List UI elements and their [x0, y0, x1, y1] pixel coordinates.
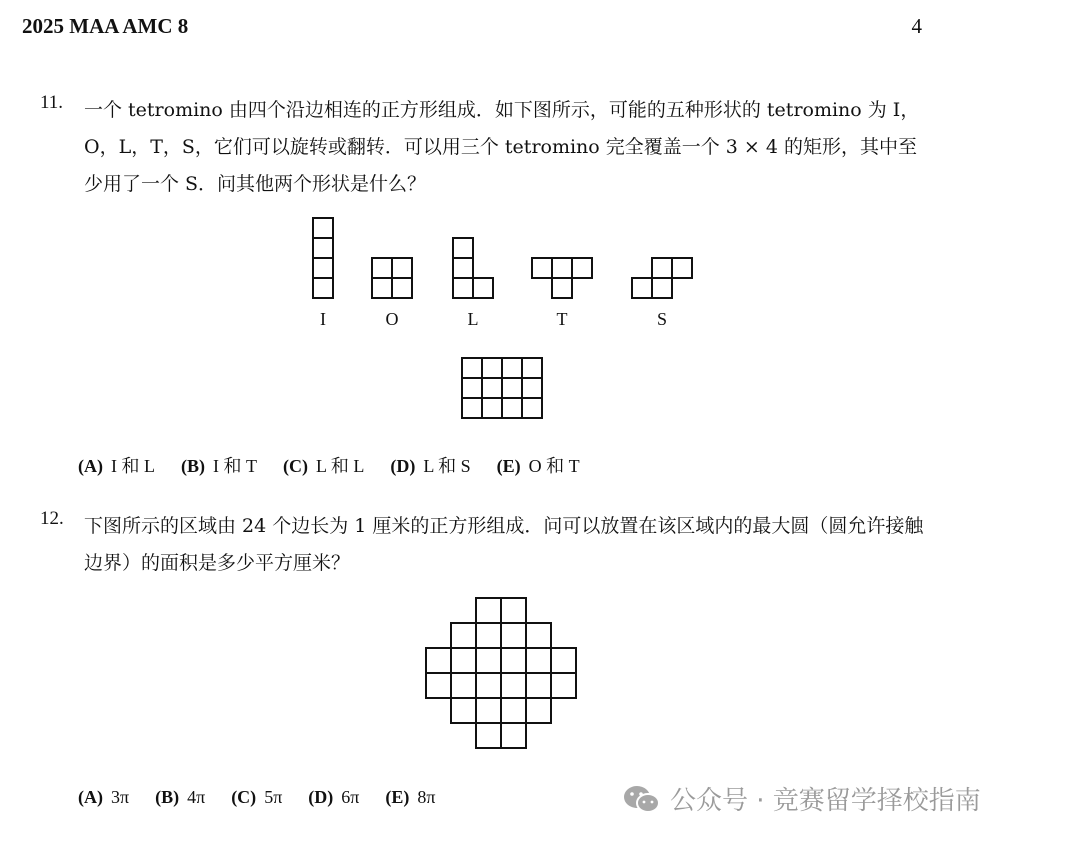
- choice-d: (D) 6π: [308, 787, 360, 807]
- answer-choices-11: [78, 452, 606, 478]
- unit-square: [476, 698, 501, 723]
- page-number: 4: [911, 14, 922, 38]
- choice-d: (D) L 和 S: [390, 456, 471, 476]
- tetromino-s: [632, 258, 692, 298]
- unit-square: [526, 673, 551, 698]
- choice-e: (E) O 和 T: [496, 456, 580, 476]
- answer-choices-12: [78, 787, 461, 808]
- unit-square: [501, 598, 526, 623]
- problem-number: 11.: [40, 92, 64, 113]
- unit-square: [451, 698, 476, 723]
- choice-a: (A) 3π: [78, 787, 130, 807]
- unit-square: [501, 698, 526, 723]
- tetromino-t: [532, 258, 592, 298]
- unit-square: [426, 673, 451, 698]
- choice-b: (B) I 和 T: [181, 456, 257, 476]
- choice-b: (B) 4π: [155, 787, 206, 807]
- rectangle-3x4: [462, 358, 542, 418]
- unit-square: [526, 623, 551, 648]
- choice-e: (E) 8π: [385, 787, 436, 807]
- unit-square: [451, 648, 476, 673]
- unit-square: [551, 648, 576, 673]
- unit-square: [476, 673, 501, 698]
- problem-text: 一个 tetromino 由四个沿边相连的正方形组成．如下图所示，可能的五种形状的 tetromino 为 I，O，L，T，S，它们可以旋转或翻转．可以用三个 tetromino 完全覆盖一个 3 × 4 的矩形，其中至少用了一个 S．问其他两个形状是什么？: [84, 99, 920, 195]
- tetromino-o: [372, 258, 412, 298]
- choice-c: (C) L 和 L: [283, 456, 365, 476]
- unit-square: [451, 673, 476, 698]
- shape-label-t: T: [556, 309, 568, 329]
- unit-square: [501, 623, 526, 648]
- unit-square: [451, 623, 476, 648]
- choice-a: (A) I 和 L: [78, 456, 155, 476]
- unit-square: [476, 723, 501, 748]
- unit-square: [501, 673, 526, 698]
- unit-square: [476, 648, 501, 673]
- tetromino-l: [453, 238, 493, 298]
- problem-12: [40, 508, 930, 582]
- problem-number: 12.: [40, 508, 64, 529]
- shape-label-s: S: [656, 309, 668, 329]
- problem-11: [40, 92, 930, 203]
- unit-square: [526, 698, 551, 723]
- unit-square: [501, 648, 526, 673]
- unit-square: [476, 623, 501, 648]
- exam-title: 2025 MAA AMC 8: [22, 14, 189, 38]
- watermark: [622, 780, 981, 817]
- shape-label-l: L: [467, 309, 479, 329]
- watermark-text: 公众号 · 竞赛留学择校指南: [670, 786, 981, 816]
- unit-square: [426, 648, 451, 673]
- shape-label-o: O: [385, 309, 399, 329]
- shape-label-i: I: [320, 309, 326, 329]
- square-region-figure: [426, 598, 576, 748]
- tetromino-i: [313, 218, 333, 298]
- choice-c: (C) 5π: [231, 787, 283, 807]
- unit-square: [476, 598, 501, 623]
- unit-square: [526, 648, 551, 673]
- unit-square: [551, 673, 576, 698]
- unit-square: [501, 723, 526, 748]
- problem-text: 下图所示的区域由 24 个边长为 1 厘米的正方形组成．问可以放置在该区域内的最大圆（圆允许接触边界）的面积是多少平方厘米？: [84, 515, 924, 574]
- wechat-icon: [622, 784, 662, 814]
